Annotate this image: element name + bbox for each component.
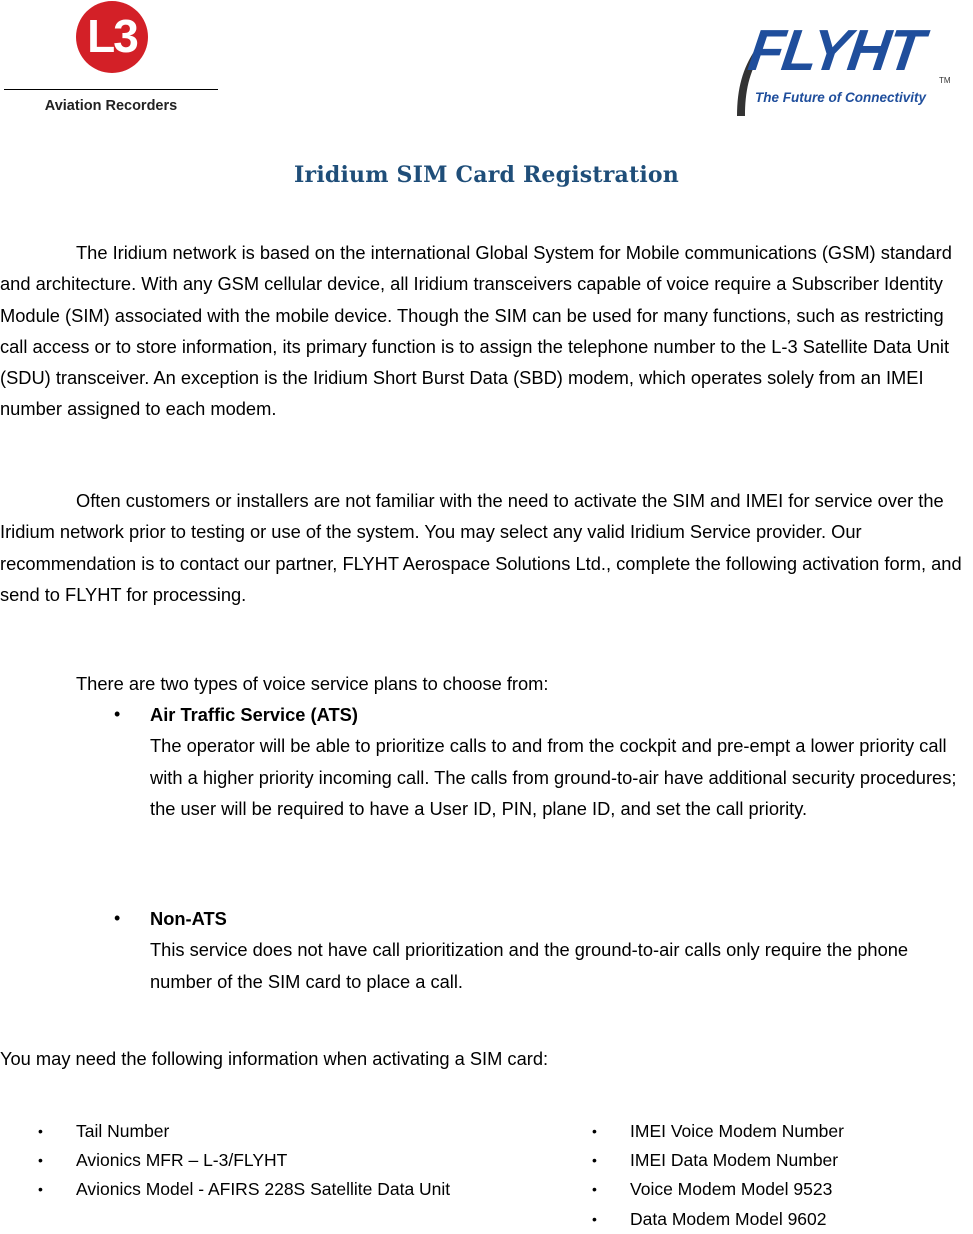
list-item	[592, 1205, 844, 1234]
list-item	[592, 1146, 844, 1175]
document-title: Iridium SIM Card Registration	[294, 162, 679, 188]
bullet-icon: •	[592, 1181, 597, 1198]
bullet-icon: •	[38, 1152, 43, 1169]
list-item-label: Voice Modem Model 9523	[630, 1179, 833, 1200]
list-item-label: Avionics MFR – L-3/FLYHT	[76, 1150, 288, 1171]
list-item	[592, 1175, 844, 1204]
bullet-icon: •	[592, 1152, 597, 1169]
plan-title: Air Traffic Service (ATS)	[150, 704, 358, 725]
list-item	[38, 1117, 450, 1146]
plan-item-ats	[114, 699, 973, 824]
plan-title: Non-ATS	[150, 908, 227, 929]
list-item-label: IMEI Voice Modem Number	[630, 1121, 844, 1141]
info-intro-text: You may need the following information when activating a SIM card:	[0, 1048, 549, 1069]
bullet-icon: •	[592, 1123, 597, 1139]
bullet-icon: •	[38, 1181, 43, 1198]
list-item	[38, 1175, 450, 1204]
list-item-label: IMEI Data Modem Number	[630, 1150, 839, 1171]
list-item-label: Tail Number	[76, 1121, 170, 1141]
bullet-icon: •	[38, 1123, 43, 1139]
l3-logo-caption: Aviation Recorders	[44, 98, 178, 114]
info-list-right	[592, 1117, 844, 1234]
list-item-label: Avionics Model - AFIRS 228S Satellite Data Unit	[76, 1179, 451, 1200]
list-item	[38, 1146, 450, 1175]
plan-description: This service does not have call prioritization and the ground-to-air calls only require the phone number of the SIM card to place a call.	[150, 939, 909, 992]
flyht-tagline: The Future of Connectivity	[755, 90, 927, 105]
activation-paragraph: Often customers or installers are not familiar with the need to activate the SIM and IMEI for service over the Iridium network prior to testing or use of the system. You may select any valid Iridium Service provider. Our recommendation is to contact our partner, FLYHT Aerospace Solutions Ltd., complete the following activation form, and send to FLYHT for processing.	[0, 490, 962, 605]
flyht-trademark: TM	[939, 76, 951, 85]
bullet-icon: •	[592, 1210, 597, 1227]
l3-logo-mark: L3	[87, 10, 137, 62]
plan-description: The operator will be able to prioritize calls to and from the cockpit and pre-empt a lower priority call with a higher priority incoming call. The calls from ground-to-air have additional security procedures; the user will be required to have a User ID, PIN, plane ID, and set the call priority.	[150, 735, 957, 819]
intro-paragraph: The Iridium network is based on the international Global System for Mobile communications (GSM) standard and architecture. With any GSM cellular device, all Iridium transceivers capable of voice require a Subscriber Identity Module (SIM) associated with the mobile device. Though the SIM can be used for many functions, such as restricting call access or to store information, its primary function is to assign the telephone number to the L-3 Satellite Data Unit (SDU) transceiver. An exception is the Iridium Short Burst Data (SBD) modem, which operates solely from an IMEI number assigned to each modem.	[0, 242, 952, 420]
bullet-icon: •	[114, 908, 121, 928]
info-list-left	[38, 1117, 450, 1205]
flyht-logo	[733, 18, 973, 118]
l3-aviation-recorders-logo	[0, 0, 222, 120]
bullet-icon: •	[114, 704, 121, 724]
plan-item-non-ats	[114, 903, 973, 997]
list-item	[592, 1117, 844, 1146]
plans-intro-paragraph: There are two types of voice service plans to choose from:	[76, 673, 549, 694]
l3-logo-divider	[4, 89, 218, 90]
list-item-label: Data Modem Model 9602	[630, 1208, 827, 1229]
flyht-logo-mark: FLYHT	[744, 18, 927, 83]
